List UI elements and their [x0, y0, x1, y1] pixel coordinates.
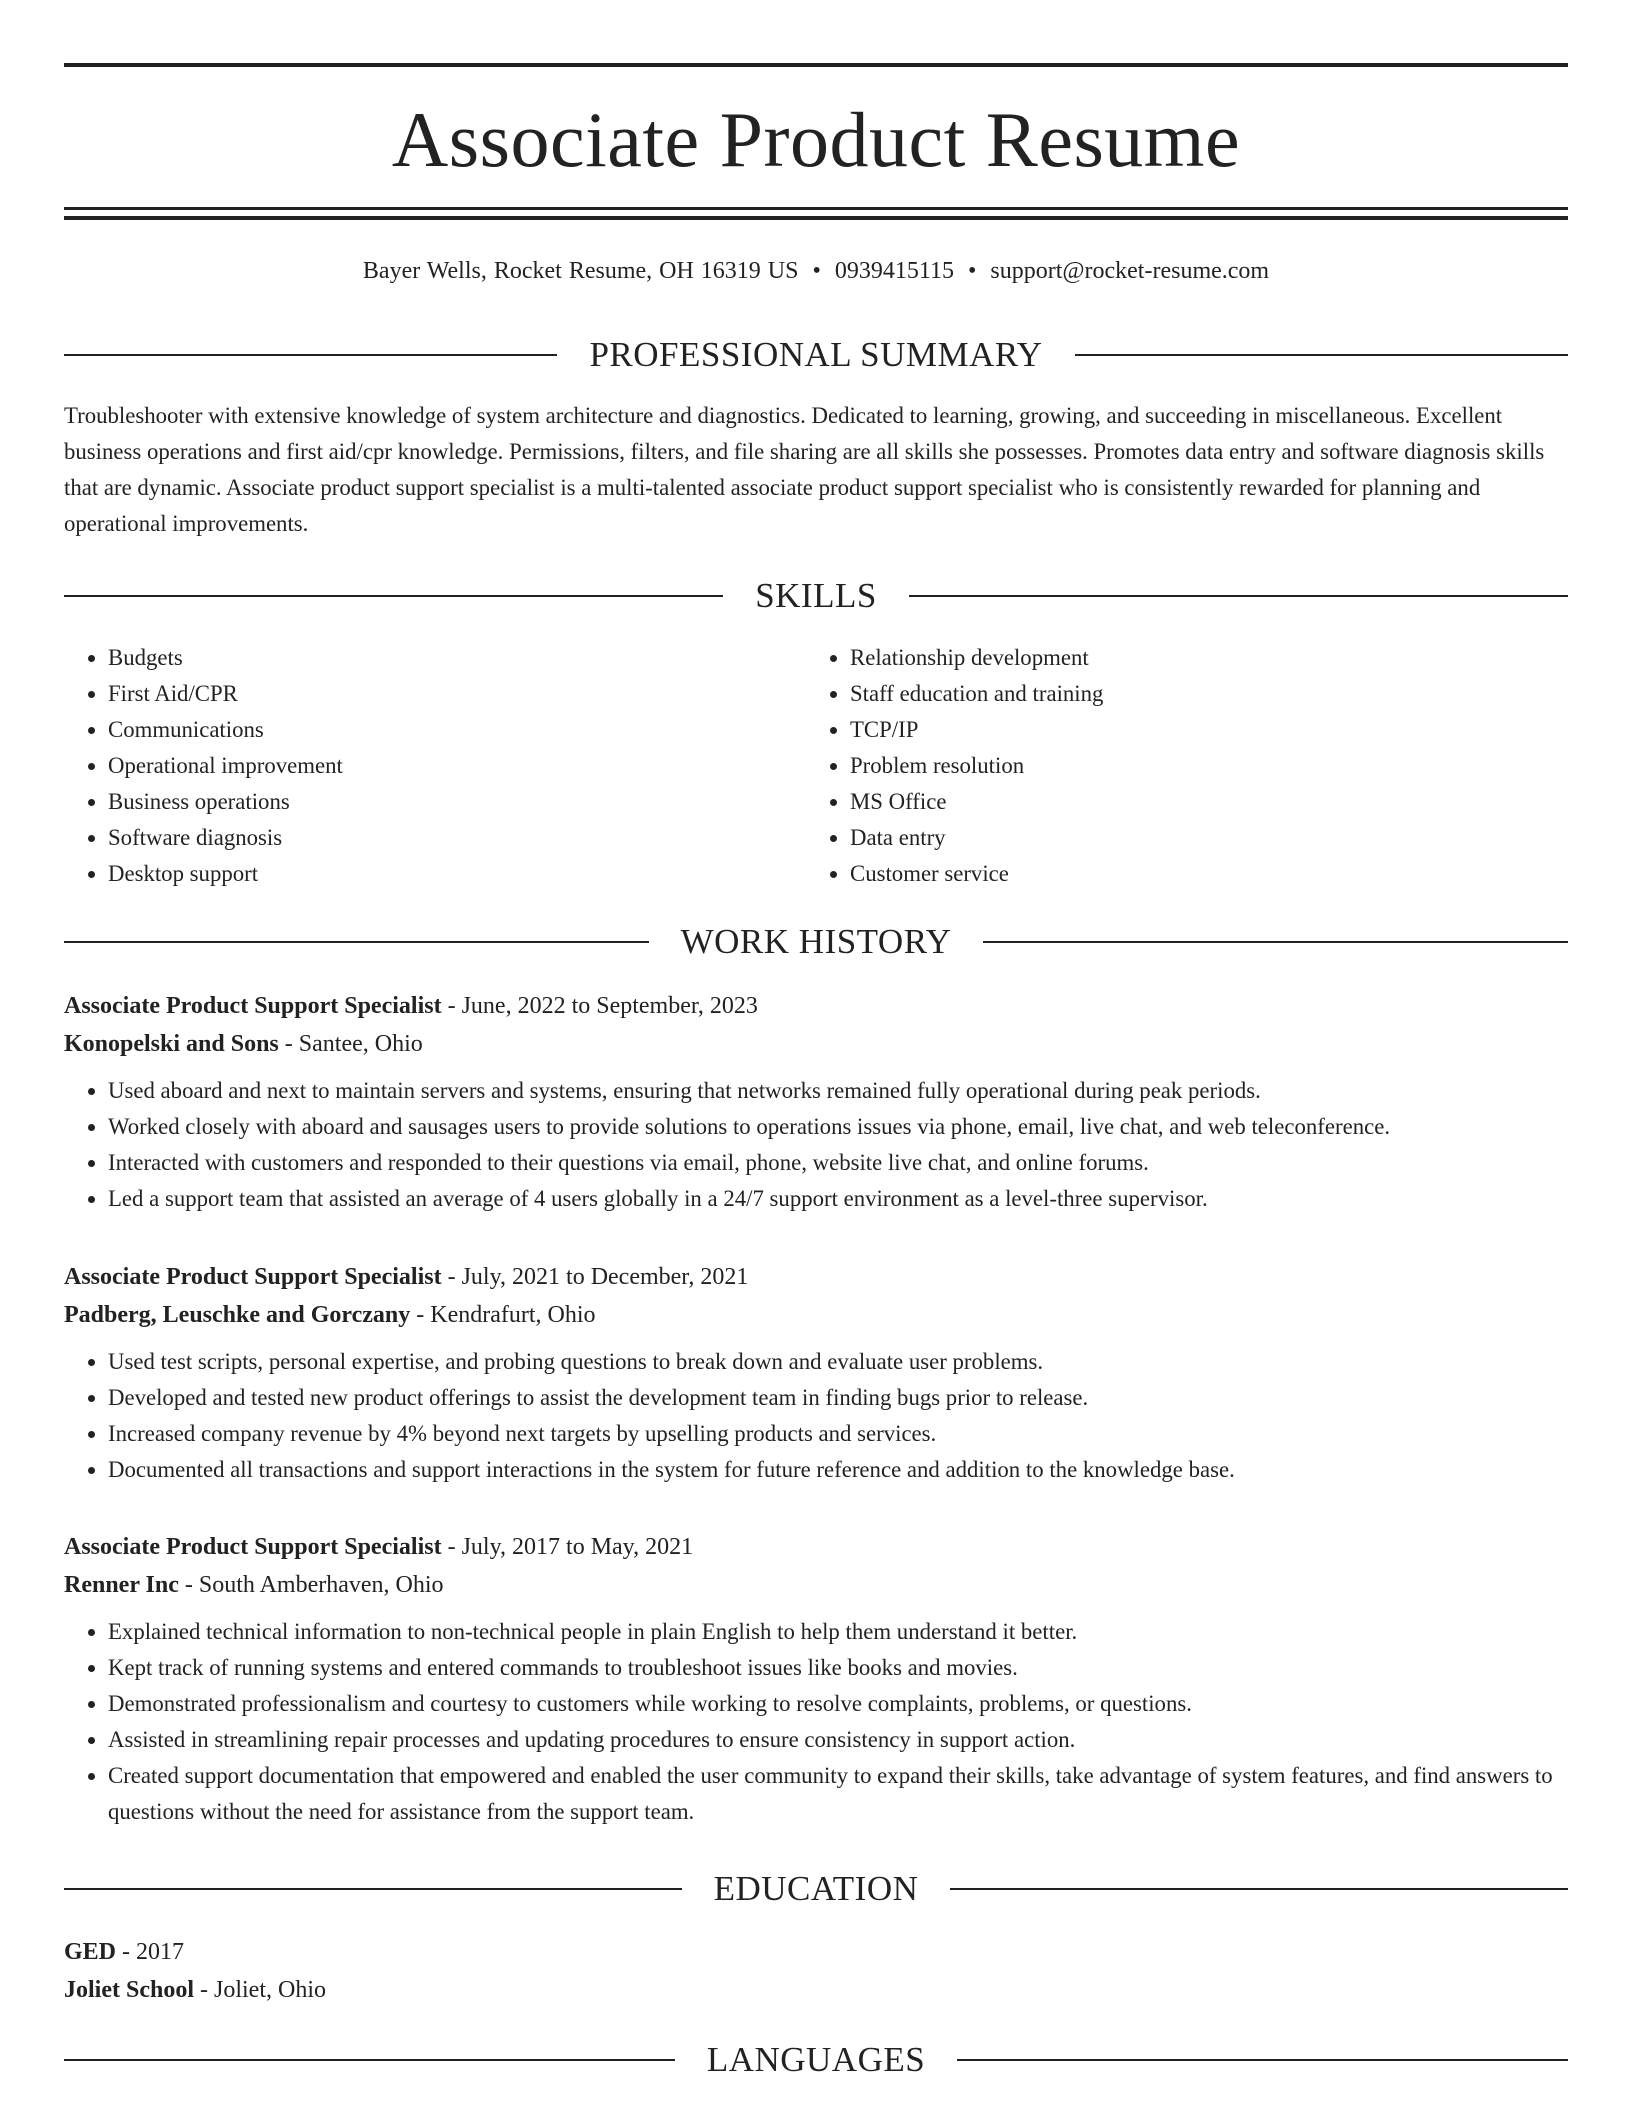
title-double-rule — [64, 207, 1568, 219]
skill-item: • Software diagnosis — [108, 820, 806, 856]
section-header-education — [64, 1867, 1568, 1911]
job-bullets — [64, 1614, 1568, 1830]
section-rule — [983, 941, 1568, 943]
skill-item: • TCP/IP — [850, 712, 1548, 748]
job-bullet: • Developed and tested new product offerings to assist the development team in finding bugs prior to release. — [108, 1380, 1568, 1416]
section-title-education: EDUCATION — [713, 1869, 919, 1908]
job-bullet: • Created support documentation that empowered and enabled the user community to expand their skills, take advantage of system features, and find answers to questions without the need for assistance from the support team. — [108, 1758, 1568, 1830]
section-header-work — [64, 920, 1568, 964]
skill-item: • Data entry — [850, 820, 1548, 856]
job-title: Associate Product Support Specialist — [64, 993, 442, 1019]
skill-item: • Relationship development — [850, 640, 1548, 676]
job-entry — [64, 1528, 1568, 1830]
section-title-skills: SKILLS — [755, 576, 877, 615]
section-rule — [950, 1888, 1568, 1890]
education-year: - 2017 — [116, 1939, 185, 1965]
job-company: Renner Inc — [64, 1572, 179, 1598]
section-rule — [1075, 354, 1568, 356]
job-bullet: • Demonstrated professionalism and courtesy to customers while working to resolve complaints, problems, or questions. — [108, 1686, 1568, 1722]
summary-text: Troubleshooter with extensive knowledge of system architecture and diagnostics. Dedicated to learning, growing, and succeeding in miscellaneous. Excellent business operations and first aid/cpr knowledge. Permissions, filters, and file sharing are all skills she possesses. Promotes data entry and software diagnosis skills that are dynamic. Associate product support specialist is a multi-talented associate product support specialist who is consistently rewarded for planning and operational improvements. — [64, 403, 1545, 536]
job-bullets — [64, 1073, 1568, 1217]
job-bullet: • Worked closely with aboard and sausages users to provide solutions to operations issues via phone, email, live chat, and web teleconference. — [108, 1109, 1568, 1145]
section-header-languages — [64, 2038, 1568, 2082]
skill-item: • MS Office — [850, 784, 1548, 820]
skills-column-right — [806, 640, 1548, 892]
contact-line — [64, 254, 1568, 288]
section-title-languages: LANGUAGES — [706, 2040, 926, 2079]
job-bullet: • Used aboard and next to maintain servers and systems, ensuring that networks remained fully operational during peak periods. — [108, 1073, 1568, 1109]
contact-email: support@rocket-resume.com — [990, 258, 1270, 284]
education-entry — [64, 1933, 1568, 2009]
section-rule — [64, 941, 649, 943]
skill-item: • Problem resolution — [850, 748, 1548, 784]
section-rule — [909, 595, 1568, 597]
section-rule — [64, 1888, 682, 1890]
job-bullet: • Increased company revenue by 4% beyond next targets by upselling products and services. — [108, 1416, 1568, 1452]
job-bullet: • Used test scripts, personal expertise, and probing questions to break down and evaluate user problems. — [108, 1344, 1568, 1380]
job-dates: - July, 2017 to May, 2021 — [441, 1534, 694, 1560]
skill-item: • Staff education and training — [850, 676, 1548, 712]
skills-list — [64, 640, 1568, 892]
job-location: - Kendrafurt, Ohio — [410, 1302, 596, 1328]
section-rule — [64, 354, 557, 356]
skill-item: • Customer service — [850, 856, 1548, 892]
education-location: - Joliet, Ohio — [194, 1977, 326, 2003]
contact-address: Bayer Wells, Rocket Resume, OH 16319 US — [362, 258, 799, 284]
section-rule — [64, 2059, 675, 2061]
top-rule — [64, 63, 1568, 67]
skill-item: • Budgets — [108, 640, 806, 676]
job-location: - Santee, Ohio — [278, 1031, 423, 1057]
job-company: Padberg, Leuschke and Gorczany — [64, 1302, 411, 1328]
skill-item: • Business operations — [108, 784, 806, 820]
job-bullet: • Documented all transactions and support interactions in the system for future reference and addition to the knowledge base. — [108, 1452, 1568, 1488]
job-dates: - June, 2022 to September, 2023 — [441, 993, 758, 1019]
section-title-work: WORK HISTORY — [680, 922, 952, 961]
skills-column-left — [64, 640, 806, 892]
job-entry — [64, 1258, 1568, 1488]
section-header-summary — [64, 333, 1568, 377]
skill-item: • Operational improvement — [108, 748, 806, 784]
job-bullet: • Kept track of running systems and entered commands to troubleshoot issues like books and movies. — [108, 1650, 1568, 1686]
contact-phone: 0939415115 — [834, 258, 954, 284]
skill-item: • First Aid/CPR — [108, 676, 806, 712]
skill-item: • Desktop support — [108, 856, 806, 892]
job-bullet: • Interacted with customers and responded to their questions via email, phone, website live chat, and online forums. — [108, 1145, 1568, 1181]
job-title: Associate Product Support Specialist — [64, 1264, 442, 1290]
job-bullet: • Explained technical information to non-technical people in plain English to help them understand it better. — [108, 1614, 1568, 1650]
job-bullet: • Led a support team that assisted an average of 4 users globally in a 24/7 support environment as a level-three supervisor. — [108, 1181, 1568, 1217]
contact-separator: • — [812, 258, 821, 284]
job-bullets — [64, 1344, 1568, 1488]
job-dates: - July, 2021 to December, 2021 — [441, 1264, 749, 1290]
section-rule — [64, 595, 723, 597]
section-rule — [957, 2059, 1568, 2061]
job-bullet: • Assisted in streamlining repair processes and updating procedures to ensure consistency in support action. — [108, 1722, 1568, 1758]
skill-item: • Communications — [108, 712, 806, 748]
job-entry — [64, 987, 1568, 1217]
resume-title: Associate Product Resume — [391, 96, 1241, 183]
education-school: Joliet School — [64, 1977, 194, 2003]
contact-separator: • — [968, 258, 977, 284]
job-title: Associate Product Support Specialist — [64, 1534, 442, 1560]
section-title-summary: PROFESSIONAL SUMMARY — [589, 335, 1043, 374]
education-degree: GED — [64, 1939, 117, 1965]
job-location: - South Amberhaven, Ohio — [178, 1572, 444, 1598]
job-company: Konopelski and Sons — [64, 1031, 279, 1057]
section-header-skills — [64, 574, 1568, 618]
